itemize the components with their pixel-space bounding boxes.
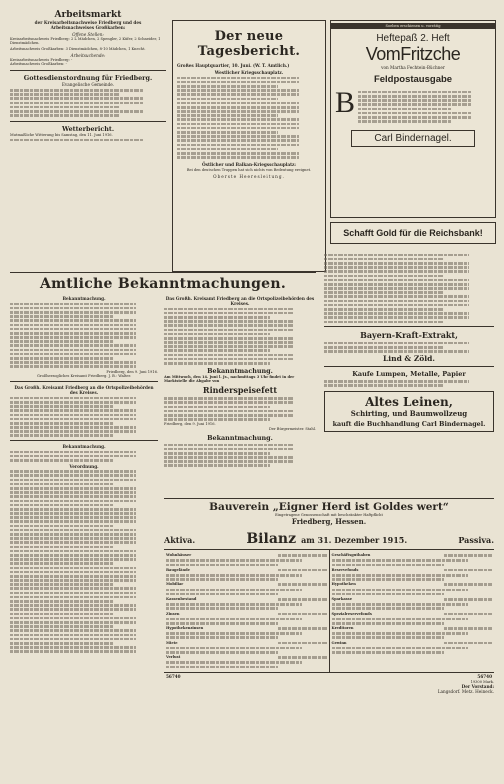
col1-head2: Bekanntmachung. xyxy=(62,444,106,450)
kreis-gk2: Arbeitsnachweis Großkarben: - xyxy=(10,62,67,67)
passiva-item xyxy=(332,641,493,646)
wetter-title: Wetterbericht. xyxy=(61,124,115,133)
kreis-fb2: Kreisarbeitsnachweis Friedberg: - xyxy=(10,57,73,62)
bekanntmachungen-col1 xyxy=(10,296,158,774)
passiva-item-label: Gewinn xyxy=(331,640,347,645)
passiva-item xyxy=(332,626,493,631)
col2-bold: Am Mittwoch, den 14. Juni l. Js., nachmittags 3 Uhr findet in der Marktstelle die Abgabe von xyxy=(164,374,295,383)
bekanntmachungen-col2 xyxy=(164,296,316,496)
bilanz-date: am 31. Dezember 1915. xyxy=(301,535,408,546)
passiva-item xyxy=(332,597,493,602)
aktiva-item xyxy=(166,553,327,558)
arbeitsmarkt-subtitle-2: Arbeitsnachweises Großkarben: xyxy=(50,25,126,30)
aktiva-item-label: Mobiliar xyxy=(166,582,184,587)
offene-stellen: Offene Stellen: xyxy=(72,32,104,37)
col1-date: Friedberg, den 9. Juni 1916. xyxy=(106,369,158,374)
aktiva-item xyxy=(166,612,327,617)
arbeitsmarkt-title: Arbeitsmarkt xyxy=(54,10,122,20)
aktiva-item-label: Kassenbestand xyxy=(166,596,197,601)
ad-soeben: Soeben erschienen u. vorrätig xyxy=(331,23,495,29)
kreis-fb-line: Kreisarbeitsnachweis Friedberg: 2 L Mädchen, 2 Spengler, 2 Küfer, 2 Schneider, 1 Dienstmädchen. xyxy=(10,37,161,46)
bauverein-title: Bauverein „Eigner Herd ist Goldes wert“ xyxy=(209,501,449,513)
book-ad xyxy=(330,20,496,218)
col1-head3: Verordnung. xyxy=(69,463,99,469)
gottesdienst-title: Gottesdienstordnung für Friedberg. xyxy=(23,74,153,83)
lumpen-ad: Kaufe Lumpen, Metalle, Papier xyxy=(352,370,466,379)
gottesdienst-subtitle: Evangelische Gemeinde. xyxy=(61,82,115,88)
col1-head1: Bekanntmachung. xyxy=(62,296,106,301)
total-right: 56740 xyxy=(477,673,492,679)
vorstand-names: Langsdorf. Metz. Heineck. xyxy=(437,689,494,695)
bekanntmachungen-title: Amtliche Bekanntmachungen. xyxy=(39,276,287,292)
passiva-item-label: Sparkasse xyxy=(331,596,352,601)
aktiva-item xyxy=(166,626,327,631)
ad-vom-fritzche: VomFritzche xyxy=(365,44,461,65)
leinen-sig: kauft die Buchhandlung Carl Bindernagel. xyxy=(332,419,486,428)
tagesbericht-east: Östlicher und Balkan-Kriegsschauplatz: xyxy=(202,161,296,167)
ad-carl-bindernagel: Carl Bindernagel. xyxy=(351,130,475,147)
passiva-item-label: Kreditoren xyxy=(331,626,354,631)
lind-zoeld: Lind & Zöld. xyxy=(383,354,435,364)
wetter-line: Mutmaßliche Witterung bis Samstag, den 11. Juni 1916. xyxy=(10,132,113,137)
ad-heft-title: Heftepaß 2. Heft xyxy=(376,33,450,45)
passiva-item xyxy=(332,568,493,573)
aktiva-item xyxy=(166,568,327,573)
col2-date: Friedberg, den 9. Juni 1916. xyxy=(164,422,216,427)
bayern-head: Bayern-Kraft-Extrakt, xyxy=(360,330,458,341)
bilanz-label: Bilanz xyxy=(246,531,297,548)
aktiva-item xyxy=(166,597,327,602)
tagesbericht-box xyxy=(172,20,326,272)
col1-sub: Das Großh. Kreisamt Friedberg an die Ortspolizeibehörden des Kreises. xyxy=(14,385,154,396)
passiva-item-label: Reservefonds xyxy=(331,567,359,572)
aktiva-item-label: Baugelände xyxy=(166,567,190,572)
aktiva-item-label: Hypothekenzinsen xyxy=(166,626,204,631)
aktiva-label: Aktiva. xyxy=(164,535,196,546)
aktiva-item xyxy=(166,582,327,587)
bauverein-sub: Eingetragene Genossenschaft mit beschränkter Haftpflicht xyxy=(275,513,383,517)
bauverein-city: Friedberg, Hessen. xyxy=(291,517,367,527)
col2-head3: Bekanntmachung. xyxy=(207,433,273,442)
passiva-table xyxy=(330,550,495,672)
aktiva-item-label: Zinsen xyxy=(166,611,180,616)
left-top-column xyxy=(10,10,166,272)
arbeitsmarkt-subtitle-1: der Kreisarbeitsnachweise Friedberg und des xyxy=(34,20,142,25)
vorstand: Der Vorstand: xyxy=(461,684,494,690)
aktiva-item-label: Verlust xyxy=(166,655,181,660)
reichsbank-ad: Schafft Gold für die Reichsbank! xyxy=(330,222,496,244)
col2-head1: Das Großh. Kreisamt Friedberg an die Ortspolizeibehörden des Kreises. xyxy=(165,296,315,306)
leinen-ad xyxy=(324,391,494,432)
newspaper-page xyxy=(6,6,498,778)
passiva-item-label: Spezialreservefonds xyxy=(331,611,372,616)
kreis-gk-line: Arbeitsnachweis Großkarben: 3 Dienstmädchen, 8-10 Mädchen, 1 Knecht. xyxy=(10,46,146,51)
right-ad-column xyxy=(324,252,494,496)
schirting: Schirting, und Baumwollzeug xyxy=(350,408,468,418)
passiva-item-label: Hypotheken xyxy=(331,582,356,587)
col2-sig: Der Bürgermeister. Stahl. xyxy=(268,426,316,431)
tagesbericht-east-text: Bei den deutschen Truppen hat sich nichts von Bedeutung ereignet. xyxy=(186,167,312,172)
passiva-item-label: Geschäftsguthaben xyxy=(331,553,371,558)
members: 19300 Mark. xyxy=(470,679,494,684)
bauverein-section xyxy=(164,498,494,778)
aktiva-item-label: Miete xyxy=(166,640,178,645)
aktiva-item-label: Wohnhäuser xyxy=(166,553,192,558)
passiva-label: Passiva. xyxy=(458,535,494,546)
aktiva-table xyxy=(164,550,330,672)
col1-sig: Großherzogliches Kreisamt Friedberg. J. B.: Walter. xyxy=(37,373,131,378)
aktiva-item xyxy=(166,655,327,660)
col2-rind: Rinderspeisefett xyxy=(202,385,278,396)
col2-head2: Bekanntmachung. xyxy=(207,366,273,375)
tagesbericht-signature: Oberste Heeresleitung. xyxy=(213,174,285,180)
initial-letter: B xyxy=(335,86,356,120)
tagesbericht-title: Der neue Tagesbericht. xyxy=(197,29,301,59)
passiva-item xyxy=(332,553,493,558)
leinen-title: Altes Leinen, xyxy=(365,394,453,409)
passiva-item xyxy=(332,612,493,617)
arbeitsuchende: Arbeitsuchende: xyxy=(70,52,106,58)
total-left: 56740 xyxy=(166,673,181,679)
passiva-item xyxy=(332,582,493,587)
ad-feldpost: Feldpostausgabe xyxy=(373,74,453,86)
aktiva-item xyxy=(166,641,327,646)
tagesbericht-hq: Großes Hauptquartier, 10. Juni. (W. T. Amtlich.) xyxy=(177,63,290,68)
tagesbericht-region: Westlicher Kriegsschauplatz. xyxy=(214,70,284,75)
ad-author: von Martha Fechtein-Büchner xyxy=(381,65,445,71)
